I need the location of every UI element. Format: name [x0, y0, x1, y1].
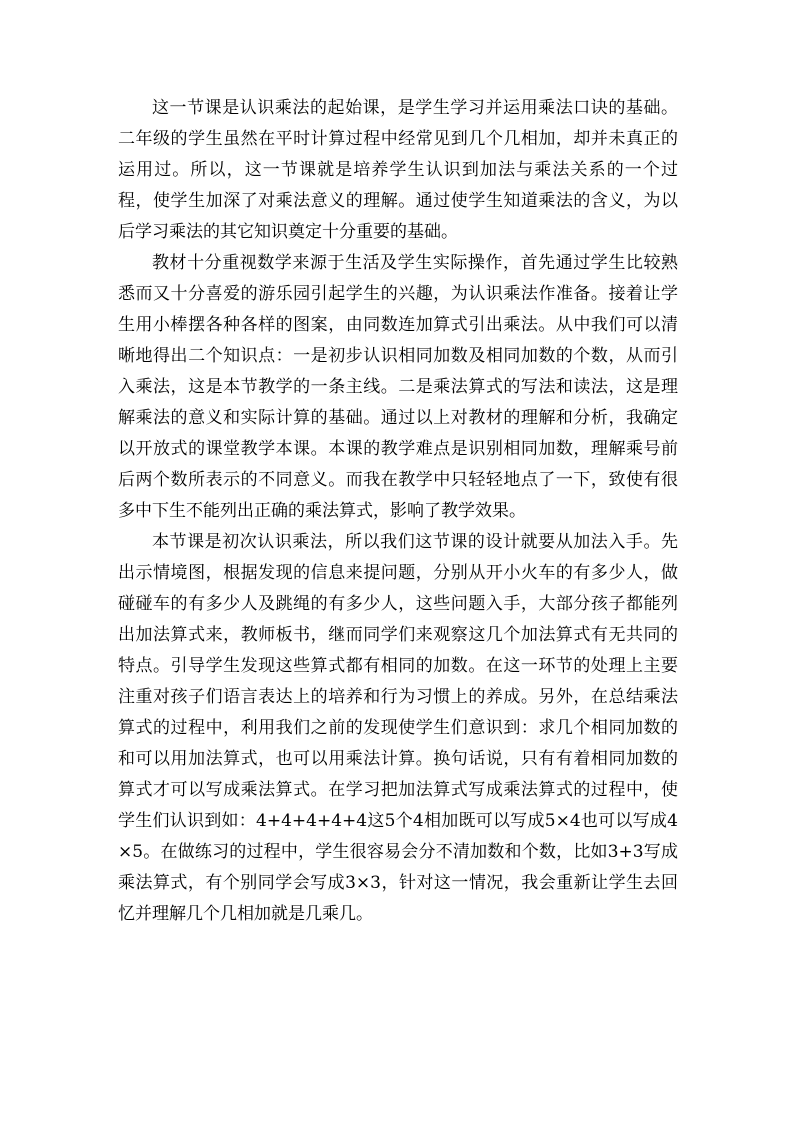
paragraph-intro: 这一节课是认识乘法的起始课，是学生学习并运用乘法口诀的基础。二年级的学生虽然在平时计算过程中经常见到几个几相加，却并未真正的运用过。所以，这一节课就是培养学生认识到加法与乘法关系的一个过程，使学生加深了对乘法意义的理解。通过使学生知道乘法的含义，为以后学习乘法的其它知识奠定十分重要的基础。 [118, 98, 678, 242]
paragraph-textbook-analysis: 教材十分重视数学来源于生活及学生实际操作，首先通过学生比较熟悉而又十分喜爱的游乐园引起学生的兴趣，为认识乘法作准备。接着让学生用小棒摆各种各样的图案，由同数连加算式引出乘法。从中我们可以清晰地得出二个知识点：一是初步认识相同加数及相同加数的个数，从而引入乘法，这是本节教学的一条主线。二是乘法算式的写法和读法，这是理解乘法的意义和实际计算的基础。通过以上对教材的理解和分析，我确定以开放式的课堂教学本课。本课的教学难点是识别相同加数，理解乘号前后两个数所表示的不同意义。而我在教学中只轻轻地点了一下，致使有很多中下生不能列出正确的乘法算式，影响了教学效果。 [118, 253, 678, 521]
paragraph-lesson-design: 本节课是初次认识乘法，所以我们这节课的设计就要从加法入手。先出示情境图，根据发现的信息来提问题，分别从开小火车的有多少人，做碰碰车的有多少人及跳绳的有多少人，这些问题入手，大部分孩子都能列出加法算式来，教师板书，继而同学们来观察这几个加法算式有无共同的特点。引导学生发现这些算式都有相同的加数。在这一环节的处理上主要注重对孩子们语言表达上的培养和行为习惯上的养成。另外，在总结乘法算式的过程中，利用我们之前的发现使学生们意识到：求几个相同加数的和可以用加法算式，也可以用乘法计算。换句话说，只有有着相同加数的算式才可以写成乘法算式。在学习把加法算式写成乘法算式的过程中，使学生们认识到如：4+4+4+4+4这5个4相加既可以写成5×4也可以写成4×5。在做练习的过程中，学生很容易会分不清加数和个数，比如3+3写成乘法算式，有个别同学会写成3×3，针对这一情况，我会重新让学生去回忆并理解几个几相加就是几乘几。 [118, 532, 678, 924]
document-body [118, 93, 678, 930]
